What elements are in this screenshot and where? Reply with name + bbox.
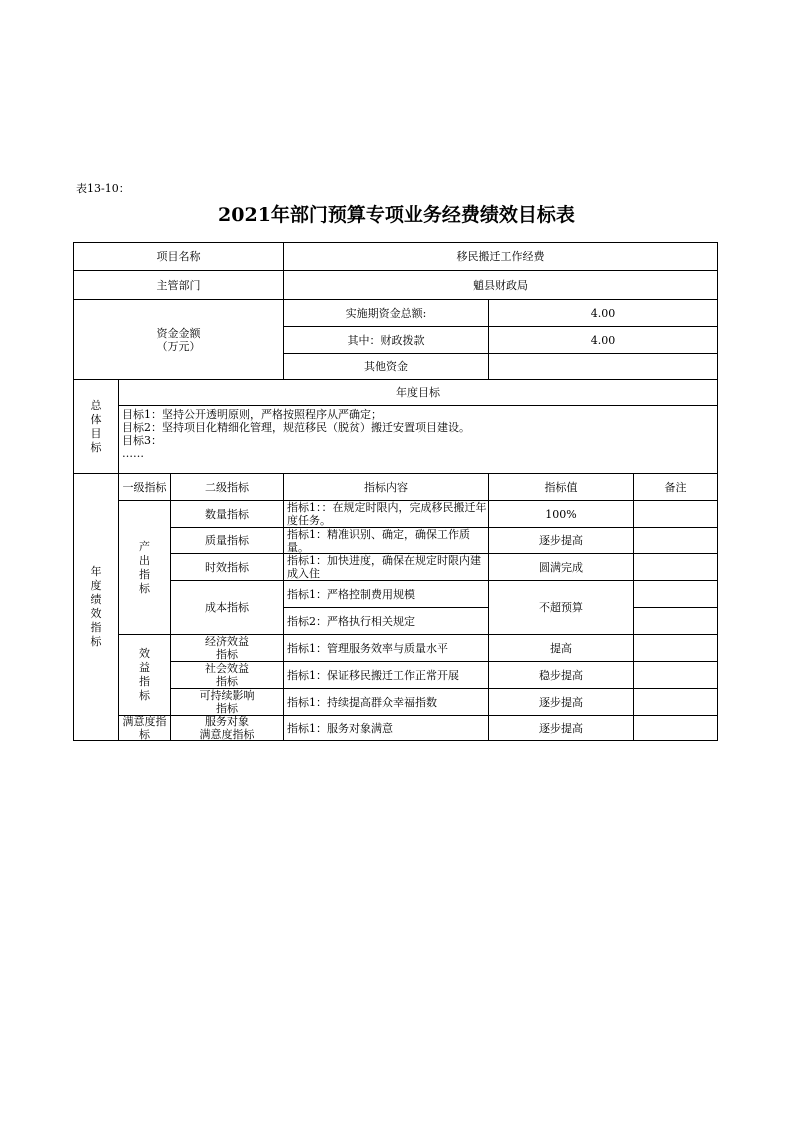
cost-indicator-name: 成本指标 (170, 580, 283, 634)
economic-indicator-value: 提高 (488, 634, 633, 661)
benefit-char: 效 (139, 647, 150, 660)
benefit-char: 益 (139, 661, 150, 674)
overall-goal-char: 总 (90, 398, 102, 412)
performance-table (73, 242, 718, 741)
timeliness-indicator-value: 圆满完成 (488, 553, 633, 580)
funds-other-label: 其他资金 (283, 353, 488, 379)
project-name-label: 项目名称 (73, 242, 283, 270)
economic-name-line2: 指标 (216, 648, 238, 661)
quantity-indicator-name: 数量指标 (170, 500, 283, 527)
output-char: 指 (139, 567, 150, 581)
social-indicator-value: 稳步提高 (488, 661, 633, 688)
funds-other-value (488, 353, 718, 379)
quality-indicator-value: 逐步提高 (488, 527, 633, 553)
economic-name-line1: 经济效益 (205, 635, 249, 648)
social-name-line1: 社会效益 (205, 662, 249, 675)
cost-indicator-content-2: 指标2：严格执行相关规定 (283, 607, 488, 634)
quality-indicator-note (633, 527, 718, 553)
sustainable-name-line1: 可持续影响 (199, 689, 255, 702)
overall-goal-char: 目 (90, 426, 102, 440)
indicators-char: 指 (90, 621, 102, 634)
satisfaction-name-line2: 满意度指标 (199, 728, 255, 741)
quality-indicator-name: 质量指标 (170, 527, 283, 553)
goal-line: 目标2：坚持项目化精细化管理，规范移民（脱贫）搬迁安置项目建设。 (122, 421, 470, 434)
funds-label-line2: （万元） (156, 339, 201, 353)
annual-goal-content (118, 405, 718, 473)
economic-indicator-note (633, 634, 718, 661)
economic-indicator-name (170, 634, 283, 661)
department-value: 魈县财政局 (283, 270, 718, 299)
indicators-char: 度 (90, 579, 102, 592)
timeliness-indicator-name: 时效指标 (170, 553, 283, 580)
annual-goal-header: 年度目标 (118, 379, 718, 405)
satisfaction-label-line2: 标 (139, 728, 150, 741)
quantity-indicator-note (633, 500, 718, 527)
satisfaction-indicators-label (118, 715, 170, 741)
department-label: 主管部门 (73, 270, 283, 299)
cost-indicator-note-1 (633, 580, 718, 607)
overall-goal-char: 体 (90, 412, 102, 426)
benefit-char: 标 (139, 689, 150, 702)
cost-indicator-content-1: 指标1：严格控制费用规模 (283, 580, 488, 607)
page-title: 2021年部门预算专项业务经费绩效目标表 (218, 204, 575, 226)
sustainable-indicator-note (633, 688, 718, 715)
funds-fiscal-label: 其中：财政拨款 (283, 326, 488, 353)
indicators-char: 绩 (90, 593, 102, 606)
cost-indicator-note-2 (633, 607, 718, 634)
output-char: 出 (139, 553, 150, 567)
indicators-char: 效 (90, 607, 102, 620)
goal-line: 目标3： (122, 434, 162, 447)
satisfaction-name-line1: 服务对象 (205, 715, 249, 728)
satisfaction-indicator-name (170, 715, 283, 741)
sustainable-indicator-value: 逐步提高 (488, 688, 633, 715)
table-number: 表13-10： (76, 182, 130, 195)
social-indicator-name (170, 661, 283, 688)
indicators-char: 年 (90, 565, 102, 578)
funds-fiscal-value: 4.00 (488, 326, 718, 353)
funds-label-line1: 资金金额 (156, 326, 201, 340)
quantity-indicator-value: 100% (488, 500, 633, 527)
goal-line: …… (122, 447, 144, 460)
header-note: 备注 (633, 473, 718, 500)
benefit-char: 指 (139, 675, 150, 688)
goal-line: 目标1：坚持公开透明原则，严格按照程序从严确定； (122, 408, 382, 421)
indicators-char: 标 (90, 635, 102, 648)
header-value: 指标值 (488, 473, 633, 500)
output-char: 产 (139, 539, 150, 553)
economic-indicator-content: 指标1：管理服务效率与质量水平 (283, 634, 488, 661)
timeliness-indicator-content: 指标1：加快进度，确保在规定时限内建成入住 (283, 553, 488, 580)
social-indicator-note (633, 661, 718, 688)
sustainable-indicator-content: 指标1：持续提高群众幸福指数 (283, 688, 488, 715)
header-level1: 一级指标 (118, 473, 170, 500)
project-name-value: 移民搬迁工作经费 (283, 242, 718, 270)
social-indicator-content: 指标1：保证移民搬迁工作正常开展 (283, 661, 488, 688)
output-indicators-label (118, 500, 170, 634)
satisfaction-indicator-value: 逐步提高 (488, 715, 633, 741)
funds-label (73, 299, 283, 379)
funds-total-label: 实施期资金总额: (283, 299, 488, 326)
funds-total-value: 4.00 (488, 299, 718, 326)
sustainable-indicator-name (170, 688, 283, 715)
quantity-indicator-content: 指标1：：在规定时限内，完成移民搬迁年度任务。 (283, 500, 488, 527)
overall-goal-label (73, 379, 118, 473)
output-char: 标 (139, 581, 150, 595)
satisfaction-label-line1: 满意度指 (122, 715, 167, 728)
header-content: 指标内容 (283, 473, 488, 500)
cost-indicator-value: 不超预算 (488, 580, 633, 634)
annual-indicators-label (73, 473, 118, 741)
timeliness-indicator-note (633, 553, 718, 580)
sustainable-name-line2: 指标 (216, 702, 238, 715)
social-name-line2: 指标 (216, 675, 238, 688)
overall-goal-char: 标 (90, 440, 102, 454)
benefit-indicators-label (118, 634, 170, 715)
satisfaction-indicator-note (633, 715, 718, 741)
quality-indicator-content: 指标1：精准识别、确定，确保工作质量。 (283, 527, 488, 553)
satisfaction-indicator-content: 指标1：服务对象满意 (283, 715, 488, 741)
header-level2: 二级指标 (170, 473, 283, 500)
